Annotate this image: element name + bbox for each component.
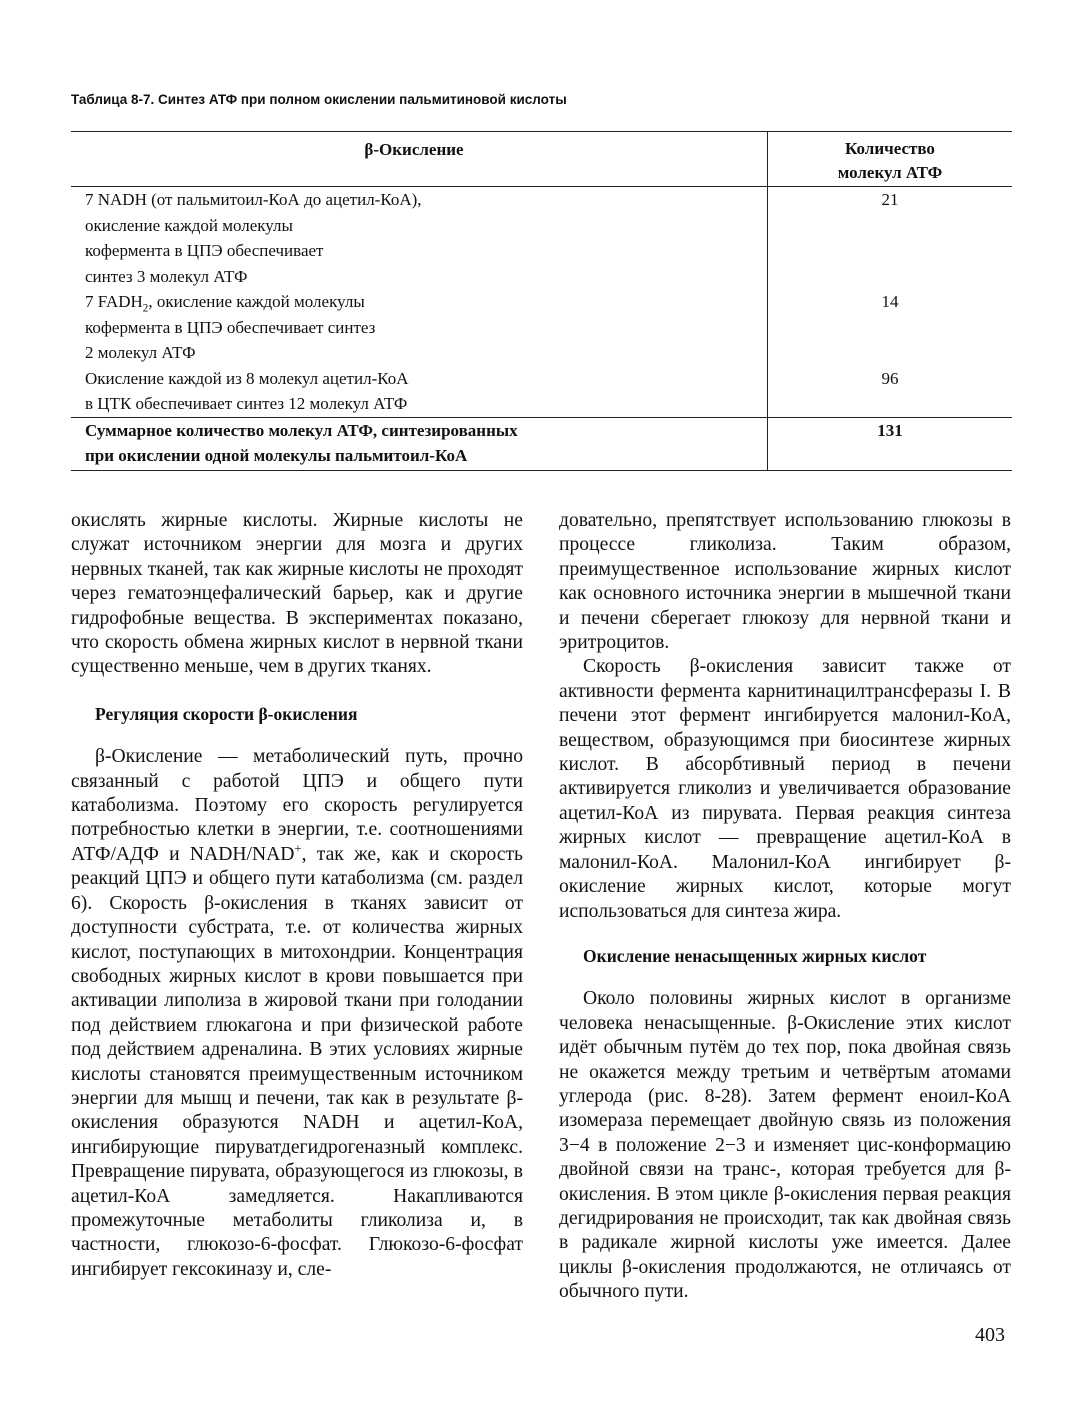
table-total-row [71, 417, 1012, 470]
row-value: 96 [881, 368, 899, 388]
paragraph: Около половины жирных кислот в организме человека ненасыщенные. β-Окисление этих кислот идёт обычным путём до тех пор, пока двойная связь не окажется между третьим и четвёртым атомами углерода (рис. 8-28). Затем фермент еноил-КоА изомераза перемещает двойную связь из положения 3−4 в положение 2−3 и изменяет цис-конформацию двойной связи на транс-, которая требуется для β-окисления. В этом цикле β-окисления первая реакция дегидрирования не происходит, так как двойная связь в радикале жирной кислоты уже имеется. Далее циклы β-окисления продолжаются, не отличаясь от обычного пути. [559, 988, 1011, 1303]
row-value: 21 [881, 190, 899, 209]
page-number: 403 [975, 1324, 1005, 1346]
row-value: 14 [881, 292, 899, 311]
section-heading-regulation: Регуляция скорости β-окисления [95, 703, 358, 724]
row-description: Окисление каждой из 8 молекул ацетил-КоА в ЦТК обеспечивает синтез 12 молекул АТФ [71, 366, 768, 418]
atp-synthesis-table [71, 131, 1012, 471]
paragraph: β-Окисление — метаболический путь, прочно связанный с работой ЦПЭ и общего пути катаболизма. Поэтому его скорость регулируется потребностью клетки в энергии, т.е. соотношениями АТФ/АДФ и NADH/NAD+, так же, как и скорость реакций ЦПЭ и общего пути катаболизма (см. раздел 6). Скорость β-окисления в тканях зависит от доступности субстрата, т.е. от количества жирных кислот, поступающих в митохондрии. Концентрация свободных жирных кислот в крови повышается при активации липолиза в жировой ткани при голодании под действием глюкагона и при физической работе под действием адреналина. В этих условиях жирные кислоты становятся преимущественным источником энергии для мышц и печени, так как в результате β-окисления образуются NADH и ацетил-КоА, ингибирующие пируватдегидрогеназный комплекс. Превращение пирувата, образующегося из глюкозы, в ацетил-КоА замедляется. Накапливаются промежуточные метаболиты гликолиза и, в частности, глюкозо-6-фосфат. Глюкозо-6-фосфат ингибирует гексокиназу и, сле- [71, 746, 523, 1280]
paragraph: окислять жирные кислоты. Жирные кислоты не служат источником энергии для мозга и других нервных тканей, так как жирные кислоты не проходят через гематоэнцефалический барьер, как и другие гидрофобные вещества. В экспериментах показано, что скорость обмена жирных кислот в нервной ткани существенно меньше, чем в других тканях. [71, 510, 523, 678]
table-header-row [71, 132, 1012, 187]
paragraph: Скорость β-окисления зависит также от активности фермента карнитинацилтрансферазы I. В печени этот фермент ингибируется малонил-КоА, веществом, образующимся при биосинтезе жирных кислот. В абсорбтивный период в печени активируется гликолиз и увеличивается образование ацетил-КоА из пирувата. Первая реакция синтеза жирных кислот — превращение ацетил-КоА в малонил-КоА. Малонил-КоА ингибирует β-окисление жирных кислот, которые могут использоваться для синтеза жира. [559, 656, 1011, 922]
table-row [71, 187, 1012, 290]
row-description: 7 $FADH_2$, окисление каждой молекулы кофермента в ЦПЭ обеспечивает синтез 2 молекул АТФ [71, 289, 768, 366]
table-row [71, 289, 1012, 366]
left-column [71, 509, 523, 1282]
total-description: Суммарное количество молекул АТФ, синтезированных при окислении одной молекулы пальмитоил-КоА [71, 417, 768, 470]
table-row [71, 366, 1012, 418]
total-value: 131 [768, 417, 1013, 470]
table-caption: Таблица 8-7. Синтез АТФ при полном окислении пальмитиновой кислоты [71, 92, 567, 107]
row-description: 7 NADH (от пальмитоил-КоА до ацетил-КоА), окисление каждой молекулы кофермента в ЦПЭ обеспечивает синтез 3 молекул АТФ [71, 187, 768, 290]
header-atp-count: Количество молекул АТФ [768, 132, 1013, 187]
header-beta-oxidation: β-Окисление [71, 132, 768, 187]
section-heading-unsaturated: Окисление ненасыщенных жирных кислот [583, 945, 927, 966]
right-column [559, 509, 1011, 1305]
paragraph: довательно, препятствует использованию глюкозы в процессе гликолиза. Таким образом, преимущественное использование жирных кислот как основного источника энергии в мышечной ткани и печени сберегает глюкозу для нервной ткани и эритроцитов. [559, 510, 1011, 654]
